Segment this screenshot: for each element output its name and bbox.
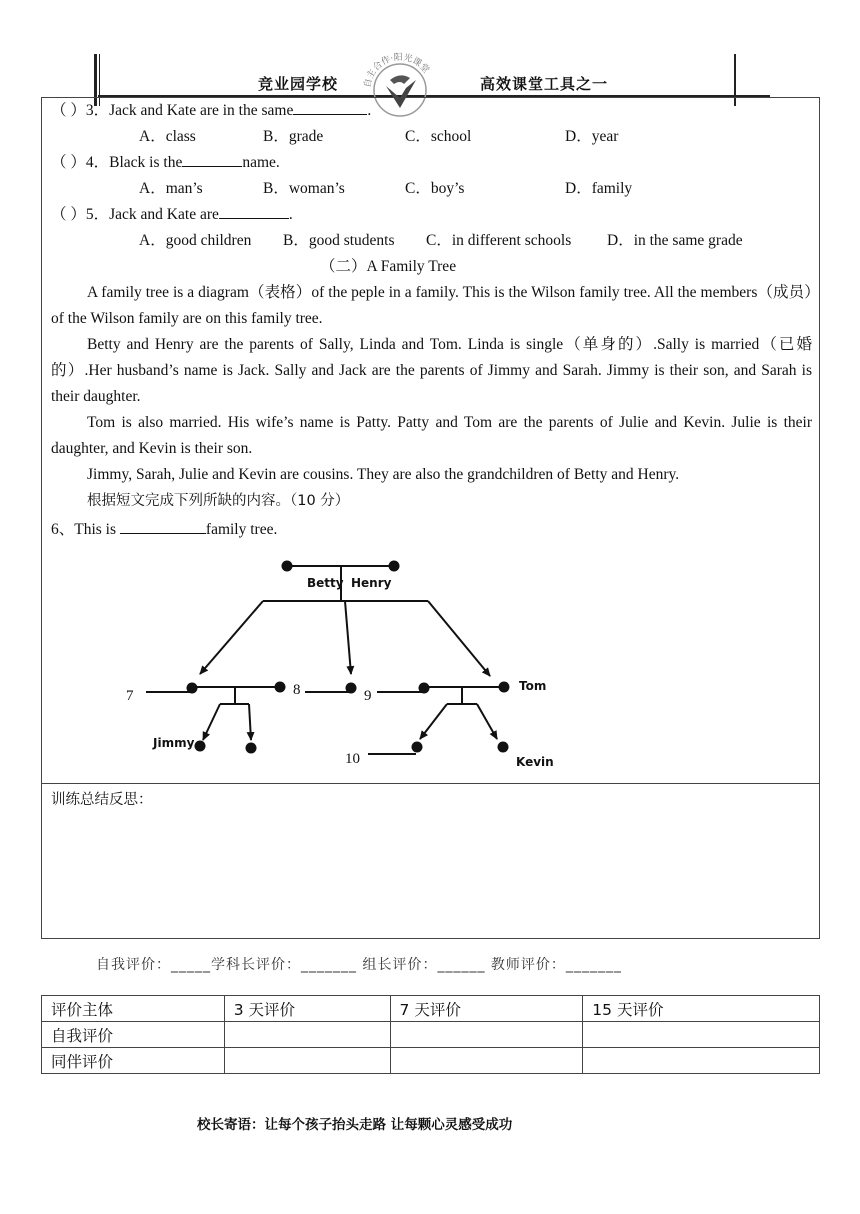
table-header-cell: 15 天评价 <box>583 996 820 1022</box>
school-name: 竞业园学校 <box>258 75 339 93</box>
option-4d: D．family <box>565 180 633 197</box>
option-4a: A．man’s <box>139 180 203 197</box>
instruction: 根据短文完成下列所缺的内容。（10 分） <box>87 493 350 509</box>
section-title: （二）A Family Tree <box>320 258 457 275</box>
person-node <box>498 742 509 753</box>
question-5: （ ）5．Jack and Kate are . <box>51 202 293 228</box>
table-row <box>42 1048 820 1074</box>
passage-paragraph-1: A family tree is a diagram（表格）of the peple in a family. This is the Wilson family tree. All the members（成员）of the Wilson family are on this family tree. <box>51 284 812 327</box>
option-5c: C．in different schools <box>426 232 572 249</box>
answer-bracket[interactable]: （ ） <box>51 102 86 119</box>
label-jimmy: Jimmy <box>153 736 195 750</box>
blank-number-9: 9 <box>364 688 372 704</box>
table-row <box>42 1022 820 1048</box>
option-5d: D．in the same grade <box>607 232 743 249</box>
person-node <box>282 561 293 572</box>
question-4: （ ）4．Black is the name. <box>51 150 280 176</box>
table-cell[interactable] <box>583 1048 820 1074</box>
table-cell: 同伴评价 <box>42 1048 225 1074</box>
blank-number-7: 7 <box>126 688 134 704</box>
answer-bracket[interactable]: （ ） <box>51 154 86 171</box>
label-betty: Betty <box>307 576 344 590</box>
person-node <box>187 683 198 694</box>
evaluation-table <box>41 995 820 1074</box>
header-tagline: 高效课堂工具之一 <box>480 75 609 93</box>
table-cell: 自我评价 <box>42 1022 225 1048</box>
option-4b: B．woman’s <box>263 180 345 197</box>
evaluation-line: 自我评价：_____学科长评价：_______ 组长评价：______ 教师评价：_______ <box>96 957 622 973</box>
person-node <box>275 682 286 693</box>
blank-number-8: 8 <box>293 682 301 698</box>
table-cell[interactable] <box>390 1048 583 1074</box>
person-node <box>346 683 357 694</box>
label-kevin: Kevin <box>516 755 554 769</box>
label-tom: Tom <box>519 679 547 693</box>
table-cell[interactable] <box>390 1022 583 1048</box>
person-node <box>499 682 510 693</box>
table-header-cell: 3 天评价 <box>224 996 390 1022</box>
person-node <box>195 741 206 752</box>
question-3: （ ）3．Jack and Kate are in the same . <box>51 98 371 124</box>
table-header-cell: 评价主体 <box>42 996 225 1022</box>
person-node <box>412 742 423 753</box>
label-henry: Henry <box>351 576 392 590</box>
blank-number-10: 10 <box>345 751 360 767</box>
table-cell[interactable] <box>583 1022 820 1048</box>
table-cell[interactable] <box>224 1048 390 1074</box>
passage-paragraph-2: Betty and Henry are the parents of Sally, Linda and Tom. Linda is single（单身的）.Sally is married（已婚的）.Her husband’s name is Jack. Sally and Jack are the parents of Jimmy and Sarah. Jimmy is their son, and Sarah is their daughter. <box>51 336 812 405</box>
passage-paragraph-4: Jimmy, Sarah, Julie and Kevin are cousins. They are also the grandchildren of Betty and Henry. <box>87 466 680 483</box>
logo-text: 自主合作·阳光课堂 <box>362 52 431 89</box>
option-4c: C．boy’s <box>405 180 465 197</box>
person-node <box>419 683 430 694</box>
option-3a: A．class <box>139 128 196 145</box>
table-header-row <box>42 996 820 1022</box>
option-3d: D．year <box>565 128 619 145</box>
table-cell[interactable] <box>224 1022 390 1048</box>
option-5a: A．good children <box>139 232 252 249</box>
reflection-label: 训练总结反思： <box>51 792 153 808</box>
answer-bracket[interactable]: （ ） <box>51 206 86 223</box>
person-node <box>389 561 400 572</box>
option-3c: C．school <box>405 128 472 145</box>
option-3b: B．grade <box>263 128 324 145</box>
passage-paragraph-3: Tom is also married. His wife’s name is Patty. Patty and Tom are the parents of Julie and Kevin. Julie is their daughter, and Kevin is their son. <box>51 414 812 457</box>
option-5b: B．good students <box>283 232 395 249</box>
person-node <box>246 743 257 754</box>
table-header-cell: 7 天评价 <box>390 996 583 1022</box>
question-6: 6、This is family tree. <box>51 517 277 543</box>
principal-message: 校长寄语：让每个孩子抬头走路 让每颗心灵感受成功 <box>197 1117 513 1133</box>
